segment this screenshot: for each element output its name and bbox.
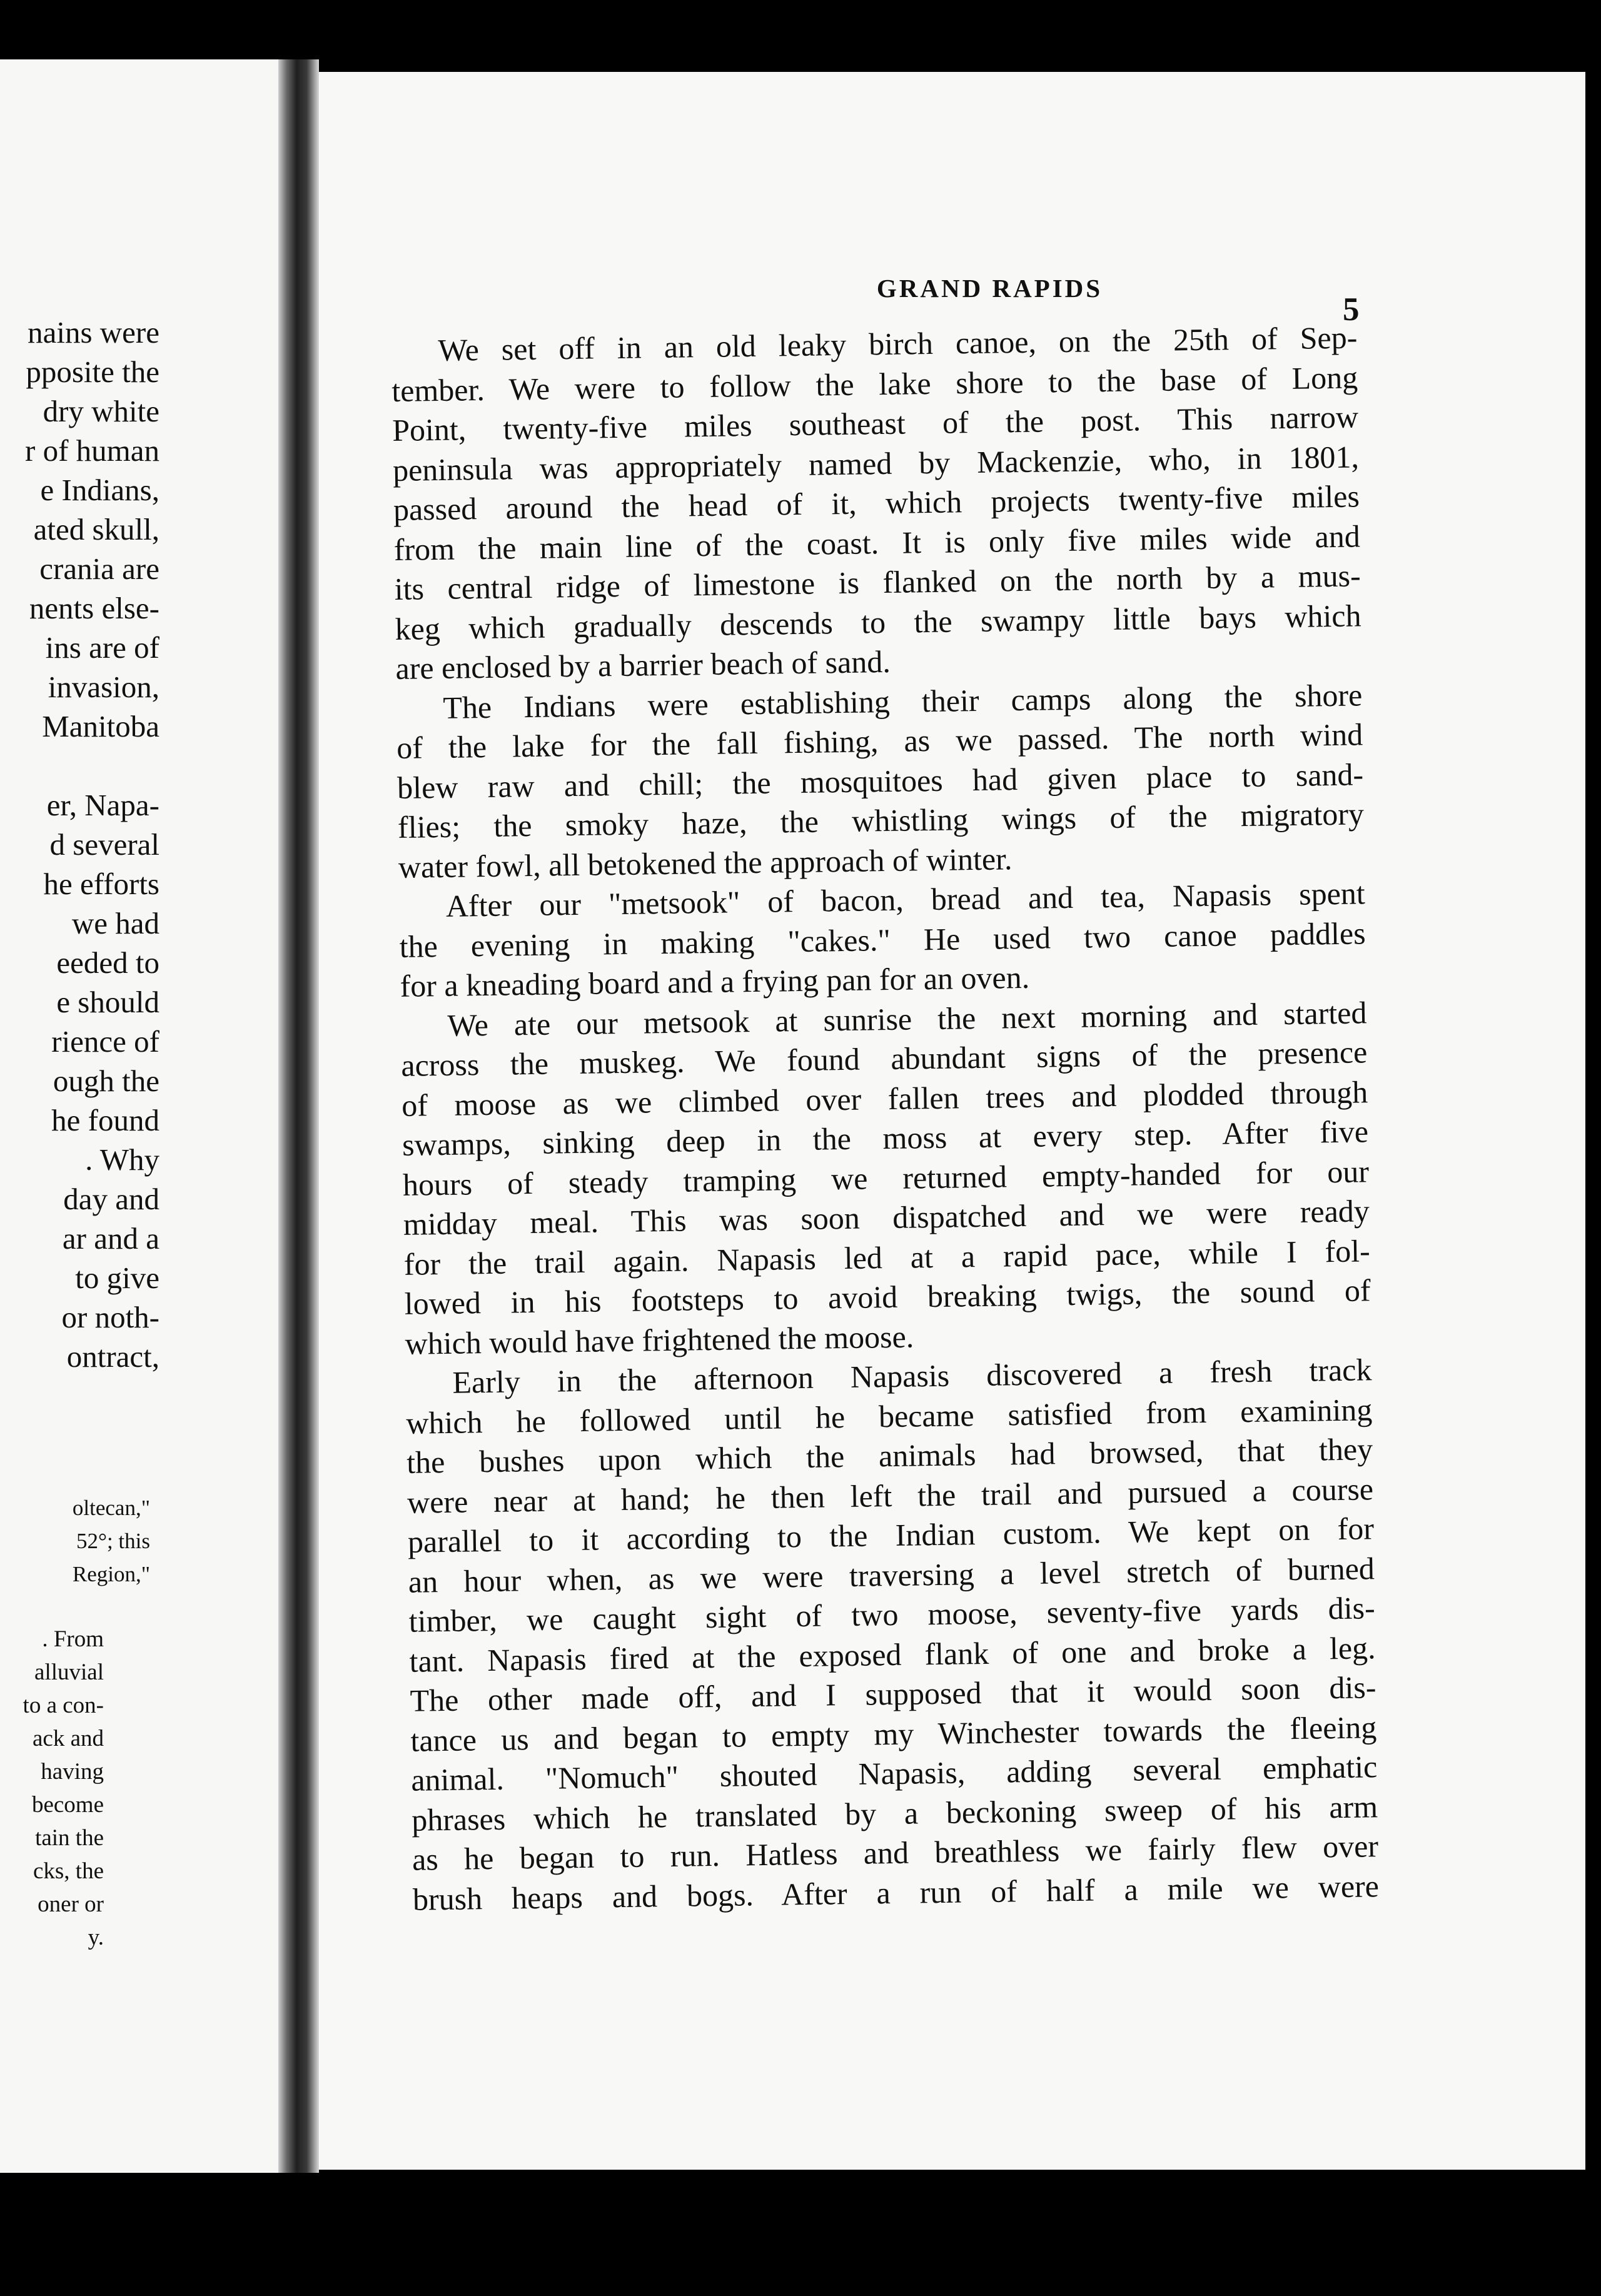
previous-page-line: . Why bbox=[85, 1142, 159, 1177]
previous-page-line: e Indians, bbox=[40, 473, 159, 507]
text-line: hours of steady tramping we returned empty-handed for our bbox=[402, 1153, 1370, 1202]
previous-page-footnote-line: 52°; this bbox=[76, 1529, 150, 1553]
previous-page-line: crania are bbox=[39, 551, 159, 586]
text-line: of moose as we climbed over fallen trees and plodded through bbox=[401, 1074, 1368, 1123]
previous-page-line: rience of bbox=[51, 1024, 159, 1059]
previous-page-line: we had bbox=[71, 906, 159, 940]
text-line: The other made off, and I supposed that it would soon dis- bbox=[410, 1669, 1376, 1718]
previous-page-line: day and bbox=[63, 1182, 159, 1216]
previous-page-line: ins are of bbox=[45, 630, 159, 665]
previous-page-footnote-line: cks, the bbox=[33, 1858, 104, 1884]
previous-page-line: dry white bbox=[43, 394, 159, 428]
text-line: Point, twenty-five miles southeast of the post. This narrow bbox=[391, 399, 1359, 448]
text-line: the bushes upon which the animals had browsed, that they bbox=[406, 1431, 1373, 1480]
text-line: brush heaps and bogs. After a run of half a mile we were bbox=[412, 1868, 1380, 1917]
previous-page-footnote-line: alluvial bbox=[34, 1659, 104, 1685]
text-line: keg which gradually descends to the swampy little bays which bbox=[395, 597, 1361, 647]
previous-page-line: or noth- bbox=[61, 1300, 159, 1334]
previous-page-line: ated skull, bbox=[33, 512, 159, 546]
current-page bbox=[319, 72, 1585, 2170]
previous-page-footnote-line: become bbox=[31, 1792, 104, 1818]
text-line: phrases which he translated by a beckoning sweep of his arm bbox=[411, 1788, 1378, 1838]
text-line: were near at hand; he then left the trail and pursued a course bbox=[407, 1471, 1374, 1520]
text-line: of the lake for the fall fishing, as we passed. The north wind bbox=[396, 717, 1363, 765]
previous-page-line: ar and a bbox=[62, 1221, 159, 1256]
text-line: We ate our metsook at sunrise the next morning and started bbox=[447, 994, 1367, 1043]
previous-page-line: nains were bbox=[28, 315, 159, 350]
previous-page-line: er, Napa- bbox=[46, 788, 159, 822]
text-line: timber, we caught sight of two moose, seventy-five yards dis- bbox=[408, 1590, 1376, 1639]
text-line: across the muskeg. We found abundant signs of the presence bbox=[401, 1034, 1368, 1083]
text-line: After our "metsook" of bacon, bread and tea, Napasis spent bbox=[445, 875, 1366, 924]
previous-page-line: to give bbox=[75, 1261, 159, 1295]
book-spine bbox=[278, 59, 319, 2173]
previous-page-footnote-line: oner or bbox=[38, 1891, 104, 1917]
page-body-text bbox=[391, 318, 1379, 1919]
previous-page-footnote-line: tain the bbox=[35, 1825, 104, 1851]
previous-page-line: r of human bbox=[25, 433, 159, 468]
text-line: as he began to run. Hatless and breathless we fairly flew over bbox=[412, 1828, 1379, 1877]
previous-page-line: he found bbox=[51, 1103, 159, 1137]
running-head: GRAND RAPIDS bbox=[876, 274, 1103, 303]
previous-page-footnote-line: . From bbox=[42, 1626, 104, 1652]
text-line: swamps, sinking deep in the moss at every step. After five bbox=[402, 1114, 1369, 1162]
previous-page-line: ontract, bbox=[66, 1339, 159, 1374]
text-line: are enclosed by a barrier beach of sand. bbox=[395, 643, 891, 686]
text-line: for the trail again. Napasis led at a rapid pace, while I fol- bbox=[403, 1232, 1371, 1282]
text-line: We set off in an old leaky birch canoe, on the 25th of Sep- bbox=[438, 320, 1358, 368]
previous-page bbox=[0, 59, 278, 2173]
text-line: blew raw and chill; the mosquitoes had given place to sand- bbox=[396, 756, 1364, 805]
previous-page-line: he efforts bbox=[43, 867, 159, 901]
text-line: midday meal. This was soon dispatched and we were ready bbox=[403, 1193, 1370, 1242]
previous-page-line: pposite the bbox=[26, 355, 159, 389]
previous-page-footnote-line: y. bbox=[88, 1925, 104, 1950]
text-line: which would have frightened the moose. bbox=[405, 1318, 914, 1361]
text-line: flies; the smoky haze, the whistling wings of the migratory bbox=[397, 796, 1365, 845]
previous-page-footnote-line: Region," bbox=[72, 1562, 150, 1586]
text-line: parallel to it according to the Indian custom. We kept on for bbox=[407, 1511, 1375, 1559]
text-line: for a kneading board and a frying pan for an oven. bbox=[400, 959, 1030, 1004]
previous-page-line: nents else- bbox=[29, 591, 159, 625]
text-line: lowed in his footsteps to avoid breaking twigs, the sound of bbox=[404, 1272, 1371, 1321]
text-line: tant. Napasis fired at the exposed flank of one and broke a leg. bbox=[409, 1629, 1376, 1679]
previous-page-footnote-line: to a con- bbox=[23, 1693, 104, 1718]
previous-page-line: e should bbox=[56, 985, 159, 1019]
text-line: its central ridge of limestone is flanked on the north by a mus- bbox=[394, 558, 1361, 607]
text-line: which he followed until he became satisfied from examining bbox=[405, 1391, 1373, 1441]
previous-page-footnote-line: oltecan," bbox=[72, 1496, 150, 1520]
previous-page-line: eeded to bbox=[56, 945, 159, 980]
previous-page-line: d several bbox=[49, 827, 159, 862]
text-line: peninsula was appropriately named by Mackenzie, who, in 1801, bbox=[392, 438, 1360, 488]
text-line: Early in the afternoon Napasis discovered a fresh track bbox=[452, 1352, 1372, 1400]
text-line: The Indians were establishing their camps along the shore bbox=[443, 677, 1363, 725]
text-line: water fowl, all betokened the approach of winter. bbox=[398, 840, 1013, 885]
text-line: passed around the head of it, which projects twenty-five miles bbox=[393, 478, 1360, 527]
previous-page-line: Manitoba bbox=[42, 709, 159, 743]
text-line: tember. We were to follow the lake shore to the base of Long bbox=[391, 359, 1358, 408]
text-line: an hour when, as we were traversing a level stretch of burned bbox=[408, 1550, 1375, 1599]
text-line: animal. "Nomuch" shouted Napasis, adding several emphatic bbox=[410, 1749, 1378, 1798]
previous-page-line: invasion, bbox=[48, 670, 159, 704]
previous-page-footnote-line: ack and bbox=[32, 1726, 104, 1751]
text-line: tance us and began to empty my Winchester towards the fleeing bbox=[410, 1709, 1377, 1758]
previous-page-footnote-line: having bbox=[41, 1759, 104, 1785]
text-line: the evening in making "cakes." He used two canoe paddles bbox=[399, 915, 1366, 964]
page-number: 5 bbox=[1343, 291, 1360, 328]
previous-page-line: ough the bbox=[53, 1064, 159, 1098]
text-line: from the main line of the coast. It is only five miles wide and bbox=[393, 518, 1361, 567]
